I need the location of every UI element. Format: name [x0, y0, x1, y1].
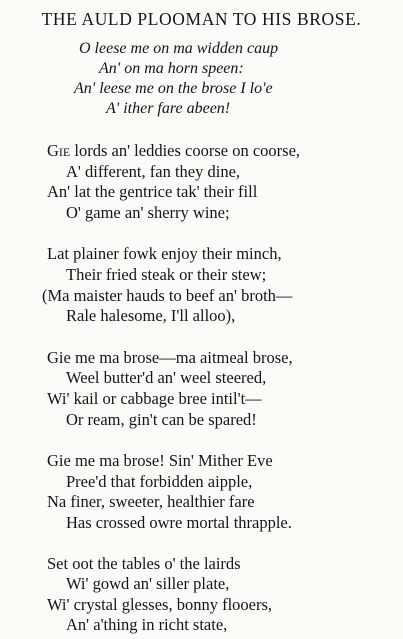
stanza-line: (Ma maister hauds to beef an' broth—	[42, 285, 293, 305]
stanza-line: Na finer, sweeter, healthier fare	[47, 492, 255, 512]
stanza-line: Wi' crystal glesses, bonny flooers,	[47, 594, 273, 614]
drop-word: Gie	[47, 141, 71, 160]
stanza-line: An' a'thing in richt state,	[66, 615, 228, 635]
stanza-line: Rale halesome, I'll alloo),	[66, 306, 236, 326]
stanza-line-text: lords an' leddies coorse on coorse,	[70, 141, 301, 160]
stanza-line: O' game an' sherry wine;	[66, 202, 230, 222]
stanza-5	[10, 554, 393, 636]
stanza-line: Wi' gowd an' siller plate,	[66, 574, 230, 594]
stanza-1	[10, 141, 393, 223]
stanza-line: Set oot the tables o' the lairds	[47, 553, 241, 573]
epigraph-line: An' leese me on the brose I lo'e	[74, 80, 273, 97]
stanza-line	[10, 141, 393, 162]
stanza-line: Their fried steak or their stew;	[66, 264, 267, 284]
stanza-line: Gie me ma brose—ma aitmeal brose,	[47, 347, 293, 367]
epigraph-line: O leese me on ma widden caup	[79, 40, 279, 57]
stanza-line: Or ream, gin't can be spared!	[66, 409, 257, 429]
stanza-4	[10, 451, 393, 533]
stanza-line: Lat plainer fowk enjoy their minch,	[47, 244, 282, 264]
epigraph-line: An' on ma horn speen:	[99, 60, 244, 77]
stanza-2	[10, 244, 393, 326]
stanza-line: Pree'd that forbidden aipple,	[66, 471, 253, 491]
stanza-3	[10, 348, 393, 430]
stanza-line: A' different, fan they dine,	[66, 161, 241, 181]
stanza-line: Weel butter'd an' weel steered,	[66, 368, 267, 388]
poem-title: THE AULD PLOOMAN TO HIS BROSE.	[41, 9, 362, 29]
stanza-line: An' lat the gentrice tak' their fill	[47, 182, 258, 202]
epigraph	[10, 39, 393, 119]
epigraph-line: A' ither fare abeen!	[106, 100, 231, 117]
stanza-line: Has crossed owre mortal thrapple.	[66, 512, 292, 532]
stanza-line: Gie me ma brose! Sin' Mither Eve	[47, 451, 273, 471]
stanza-line: Wi' kail or cabbage bree intil't—	[47, 388, 262, 408]
